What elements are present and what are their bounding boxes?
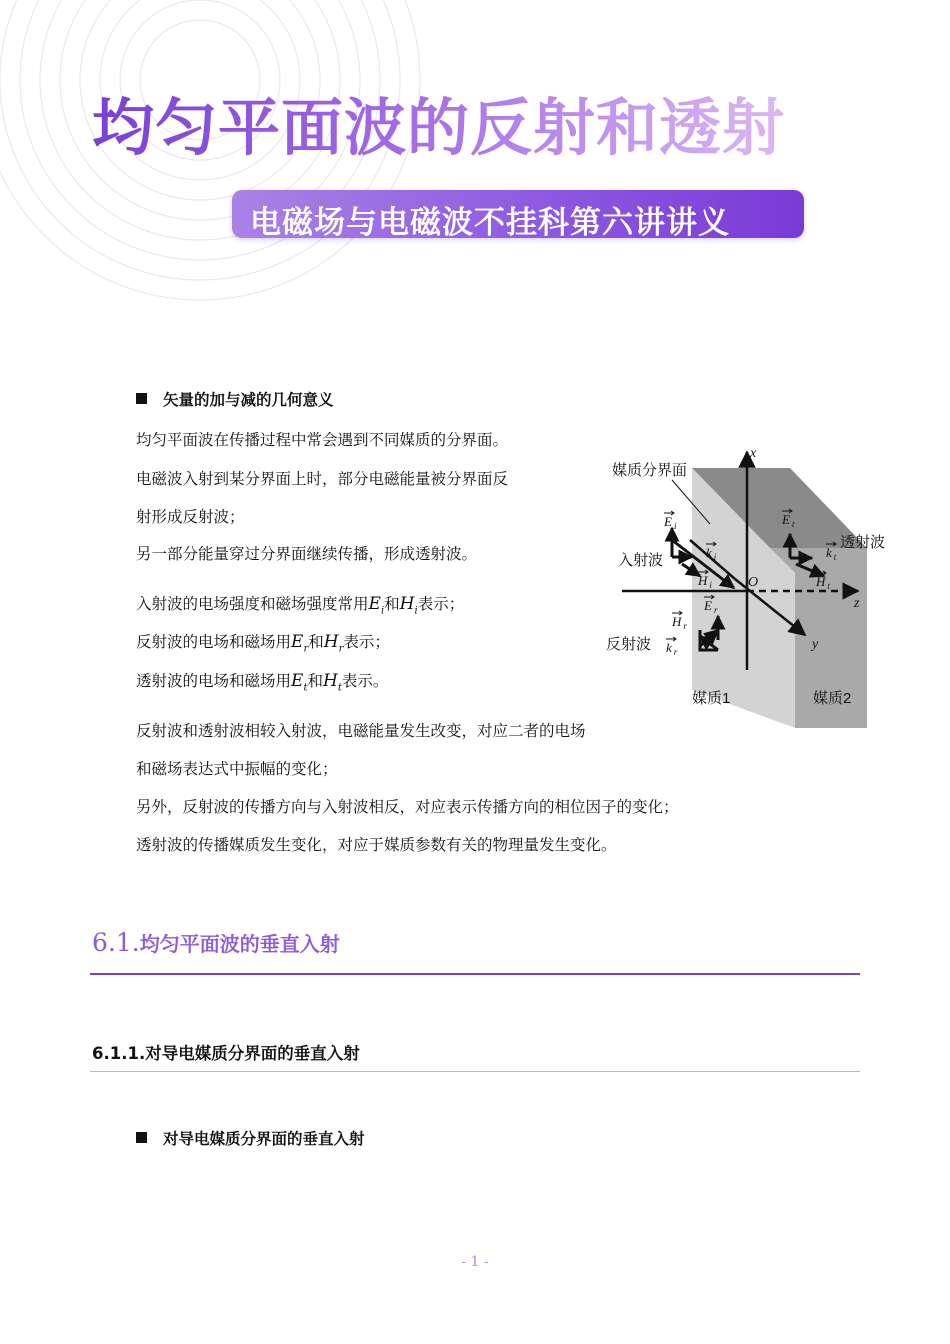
intro-line-4: 另一部分能量穿过分界面继续传播，形成透射波。 [136,545,478,563]
field-line-incident: 入射波的电场强度和磁场强度常用$E_i$和$H_i$表示； [136,594,465,617]
vec-Er: E $_r$ [704,598,718,615]
page-number: - 1 - [461,1254,489,1270]
bullet-heading-vectors: 矢量的加与减的几何意义 [136,388,334,410]
square-bullet-icon [136,1132,147,1143]
vec-Ht: H $_t$ [816,574,830,591]
transmitted-label: 透射波 [840,534,886,551]
origin-label: O [748,575,759,590]
section-divider [90,973,860,975]
section-6-1-heading [92,928,340,957]
vec-Et: E $_t$ [782,512,795,529]
interface-label: 媒质分界面 [612,462,688,479]
vec-Hi: H $_i$ [698,573,712,590]
more-line-2: 和磁场表达式中振幅的变化； [136,760,338,778]
intro-line-2: 电磁波入射到某分界面上时，部分电磁能量被分界面反 [136,470,509,488]
vec-ki: k $_i$ [706,545,717,562]
title-reference: [1] [787,84,840,119]
intro-line-1: 均匀平面波在传播过程中常会遇到不同媒质的分界面。 [136,431,509,449]
vec-kr: k $_r$ [666,640,678,657]
reflected-label: 反射波 [606,636,652,653]
bullet-heading-conductive: 对导电媒质分界面的垂直入射 [136,1127,365,1149]
medium1-label: 媒质1 [692,690,731,707]
vec-kt: k $_t$ [826,545,837,562]
vec-Hr: H $_r$ [672,614,687,631]
intro-line-3: 射形成反射波； [136,508,245,526]
more-line-1: 反射波和透射波相较入射波，电磁能量发生改变，对应二者的电场 [136,722,586,740]
subsection-divider [90,1071,860,1072]
subtitle-text: 电磁场与电磁波不挂科第六讲讲义 [250,205,730,241]
medium2-label: 媒质2 [813,690,852,707]
axis-y-label: y [812,637,819,652]
section-6-1-title: 均匀平面波的垂直入射 [139,932,340,956]
field-line-reflected: 反射波的电场和磁场用$E_r$和$H_r$表示； [136,632,390,655]
more-line-4: 透射波的传播媒质发生变化，对应于媒质参数有关的物理量发生变化。 [136,836,617,854]
square-bullet-icon [136,393,147,404]
page-title: 均匀平面波的反射和透射[1] [92,78,839,167]
reflection-transmission-diagram [600,440,886,740]
axis-x-label: x [750,446,757,461]
vec-Ei: E $_i$ [664,514,677,531]
section-6-1-1-heading: 6.1.1.对导电媒质分界面的垂直入射 [92,1044,360,1063]
section-6-1-number: 6.1. [92,928,140,957]
field-line-transmitted: 透射波的电场和磁场用$E_t$和$H_t$表示。 [136,671,389,694]
more-line-3: 另外，反射波的传播方向与入射波相反，对应表示传播方向的相位因子的变化； [136,798,679,816]
axis-z-label: z [854,596,860,611]
incident-label: 入射波 [618,552,664,569]
